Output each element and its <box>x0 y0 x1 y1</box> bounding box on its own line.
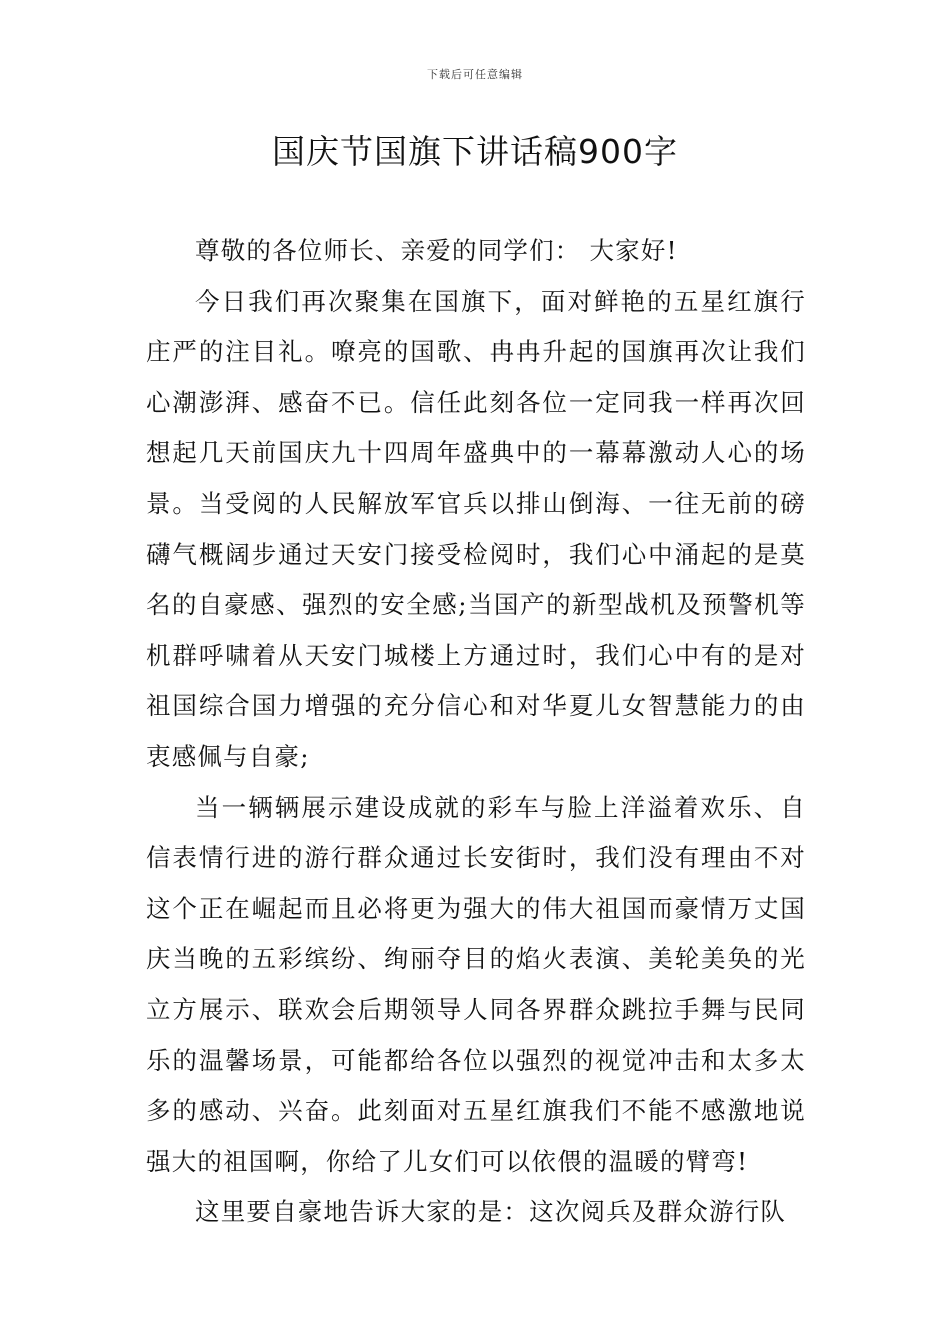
document-body <box>146 226 806 1238</box>
paragraph: 这里要自豪地告诉大家的是：这次阅兵及群众游行队 <box>195 1197 787 1227</box>
document-title: 国庆节国旗下讲话稿900字 <box>272 132 678 171</box>
paragraph: 当一辆辆展示建设成就的彩车与脸上洋溢着欢乐、自信表情行进的游行群众通过长安街时，我们没有理由不对这个正在崛起而且必将更为强大的伟大祖国而豪情万丈国庆当晚的五彩缤纷、绚丽夺目的焰火表演、美轮美奂的光立方展示、联欢会后期领导人同各界群众跳拉手舞与民同乐的温馨场景，可能都给各位以强烈的视觉冲击和太多太多的感动、兴奋。此刻面对五星红旗我们不能不感激地说强大的祖国啊，你给了儿女们可以依偎的温暖的臂弯! <box>146 792 806 1176</box>
header-note: 下载后可任意编辑 <box>427 68 523 81</box>
paragraph-greeting: 尊敬的各位师长、亲爱的同学们： 大家好! <box>195 236 678 265</box>
paragraph: 今日我们再次聚集在国旗下，面对鲜艳的五星红旗行庄严的注目礼。嘹亮的国歌、冉冉升起的国旗再次让我们心潮澎湃、感奋不已。信任此刻各位一定同我一样再次回想起几天前国庆九十四周年盛典中的一幕幕激动人心的场景。当受阅的人民解放军官兵以排山倒海、一往无前的磅礴气概阔步通过天安门接受检阅时，我们心中涌起的是莫名的自豪感、强烈的安全感;当国产的新型战机及预警机等机群呼啸着从天安门城楼上方通过时，我们心中有的是对祖国综合国力增强的充分信心和对华夏儿女智慧能力的由衷感佩与自豪; <box>146 286 806 771</box>
